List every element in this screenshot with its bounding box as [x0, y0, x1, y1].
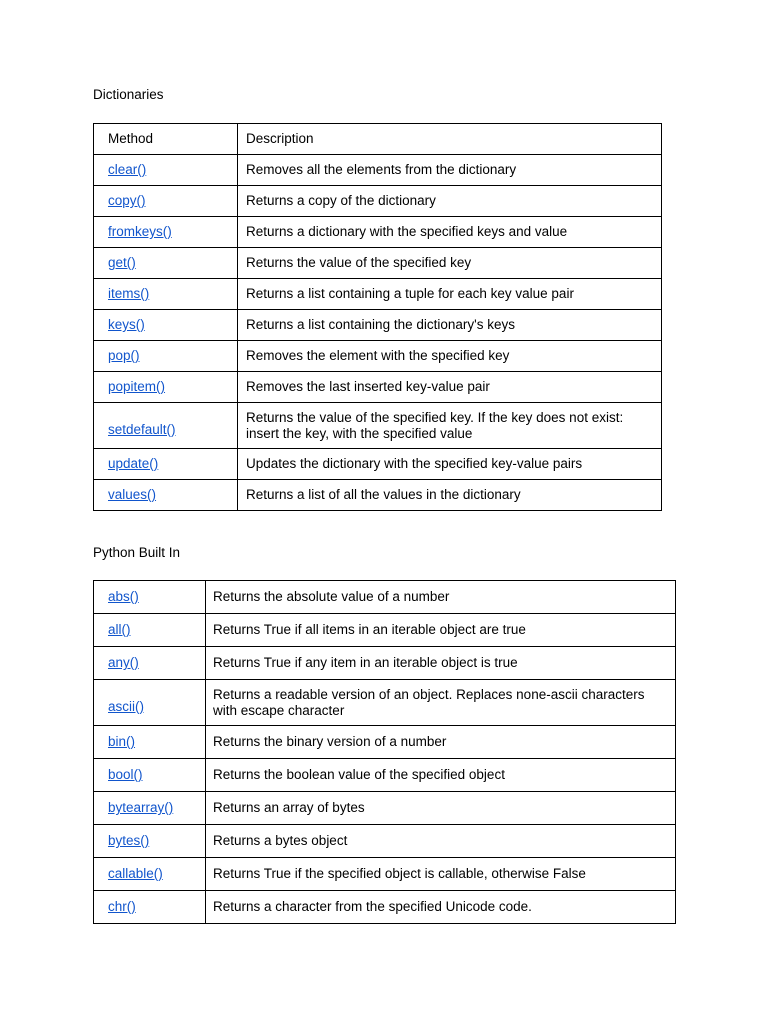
table-row [94, 858, 676, 891]
table-row [94, 581, 676, 614]
method-description: Removes all the elements from the dictionary [238, 155, 662, 186]
method-description: Returns a list containing a tuple for each key value pair [238, 279, 662, 310]
method-description: Returns a list containing the dictionary's keys [238, 310, 662, 341]
method-link-values[interactable]: values() [108, 487, 157, 502]
description-column-header: Description [238, 124, 662, 155]
function-link-ascii[interactable]: ascii() [108, 698, 144, 714]
function-description: Returns an array of bytes [206, 792, 676, 825]
method-description: Returns a list of all the values in the dictionary [238, 480, 662, 511]
function-link-abs[interactable]: abs() [108, 589, 139, 604]
method-description: Removes the element with the specified key [238, 341, 662, 372]
method-link-keys[interactable]: keys() [108, 317, 145, 332]
function-description: Returns the binary version of a number [206, 726, 676, 759]
table-row [94, 186, 662, 217]
table-header-row [94, 124, 662, 155]
table-row [94, 680, 676, 726]
table-row [94, 341, 662, 372]
table-row [94, 279, 662, 310]
function-description: Returns the absolute value of a number [206, 581, 676, 614]
function-link-all[interactable]: all() [108, 622, 131, 637]
method-description: Returns a copy of the dictionary [238, 186, 662, 217]
table-row [94, 372, 662, 403]
dictionary-methods-table [93, 123, 662, 511]
table-row [94, 155, 662, 186]
table-row [94, 825, 676, 858]
function-link-any[interactable]: any() [108, 655, 139, 670]
method-link-items[interactable]: items() [108, 286, 150, 301]
method-description: Removes the last inserted key-value pair [238, 372, 662, 403]
method-link-get[interactable]: get() [108, 255, 136, 270]
method-description: Returns the value of the specified key. If the key does not exist: insert the key, with the specified value [238, 403, 662, 449]
function-link-bytes[interactable]: bytes() [108, 833, 150, 848]
method-description: Returns the value of the specified key [238, 248, 662, 279]
function-link-chr[interactable]: chr() [108, 899, 136, 914]
method-description: Returns a dictionary with the specified keys and value [238, 217, 662, 248]
table-row [94, 726, 676, 759]
table-row [94, 480, 662, 511]
method-link-copy[interactable]: copy() [108, 193, 146, 208]
function-link-bin[interactable]: bin() [108, 734, 136, 749]
function-description: Returns a readable version of an object. Replaces none-ascii characters with escape character [206, 680, 676, 726]
function-link-bool[interactable]: bool() [108, 767, 143, 782]
table-row [94, 217, 662, 248]
function-description: Returns True if the specified object is callable, otherwise False [206, 858, 676, 891]
function-description: Returns True if all items in an iterable object are true [206, 614, 676, 647]
table-row [94, 792, 676, 825]
method-link-setdefault[interactable]: setdefault() [108, 421, 176, 437]
builtin-functions-table [93, 580, 676, 924]
method-link-popitem[interactable]: popitem() [108, 379, 166, 394]
method-link-update[interactable]: update() [108, 456, 159, 471]
table-row [94, 614, 676, 647]
table-row [94, 248, 662, 279]
function-description: Returns a character from the specified Unicode code. [206, 891, 676, 924]
table-row [94, 759, 676, 792]
function-description: Returns the boolean value of the specified object [206, 759, 676, 792]
python-builtin-heading: Python Built In [93, 545, 181, 560]
dictionaries-heading: Dictionaries [93, 87, 164, 102]
method-description: Updates the dictionary with the specified key-value pairs [238, 449, 662, 480]
function-description: Returns True if any item in an iterable object is true [206, 647, 676, 680]
method-column-header: Method [94, 124, 238, 155]
table-row [94, 891, 676, 924]
method-link-fromkeys[interactable]: fromkeys() [108, 224, 172, 239]
method-link-clear[interactable]: clear() [108, 162, 147, 177]
table-row [94, 449, 662, 480]
method-link-pop[interactable]: pop() [108, 348, 140, 363]
table-row [94, 403, 662, 449]
function-description: Returns a bytes object [206, 825, 676, 858]
function-link-bytearray[interactable]: bytearray() [108, 800, 174, 815]
function-link-callable[interactable]: callable() [108, 866, 163, 881]
table-row [94, 310, 662, 341]
table-row [94, 647, 676, 680]
